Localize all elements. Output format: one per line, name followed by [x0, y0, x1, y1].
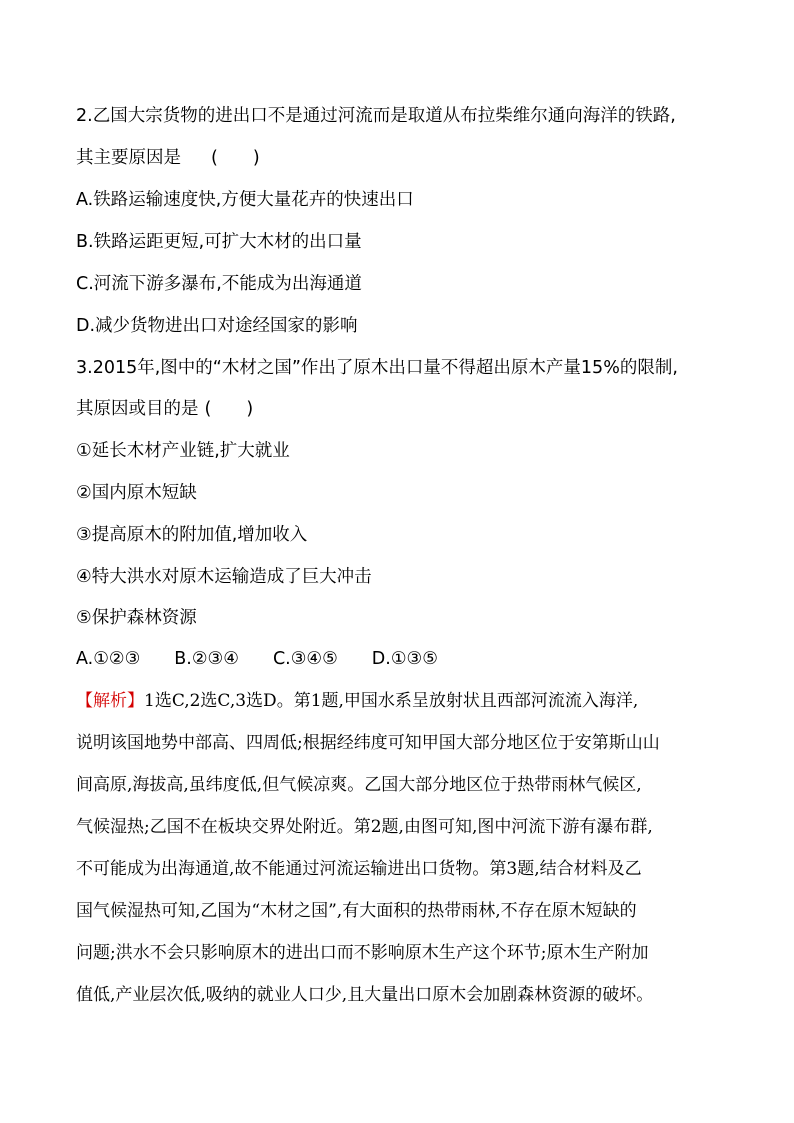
q3-choice-d: D.①③⑤	[371, 649, 438, 669]
q3-stem-line2	[76, 397, 253, 421]
q2-option-b: B.铁路运距更短,可扩大木材的出口量	[76, 232, 362, 252]
q3-item-2: ②国内原木短缺	[76, 483, 197, 503]
analysis-line-2: 说明该国地势中部高、四周低;根据经纬度可知甲国大部分地区位于安第斯山山	[76, 733, 660, 753]
q3-choices	[76, 647, 438, 671]
q3-item-3: ③提高原木的附加值,增加收入	[76, 525, 308, 545]
q2-stem-text: 其主要原因是	[76, 148, 181, 168]
analysis-text-1: 1选C,2选C,3选D。第1题,甲国水系呈放射状且西部河流流入海洋,	[144, 691, 639, 711]
q2-stem-line2	[76, 146, 260, 170]
q3-item-1: ①延长木材产业链,扩大就业	[76, 441, 290, 461]
analysis-line-6: 国气候湿热可知,乙国为“木材之国”,有大面积的热带雨林,不存在原木短缺的	[76, 901, 637, 921]
q3-choice-c: C.③④⑤	[272, 649, 338, 669]
q3-stem-text: 其原因或目的是	[76, 399, 199, 419]
q2-stem-line1: 2.乙国大宗货物的进出口不是通过河流而是取道从布拉柴维尔通向海洋的铁路,	[76, 106, 676, 126]
q2-option-d: D.减少货物进出口对途经国家的影响	[76, 316, 358, 336]
q3-choice-a: A.①②③	[76, 649, 141, 669]
q2-option-a: A.铁路运输速度快,方便大量花卉的快速出口	[76, 190, 414, 210]
q3-answer-paren: ( )	[204, 399, 254, 419]
analysis-tag: 【解析】	[76, 691, 144, 711]
q3-choice-b: B.②③④	[174, 649, 239, 669]
q2-answer-paren: ( )	[211, 148, 260, 168]
analysis-line-7: 问题;洪水不会只影响原木的进出口而不影响原木生产这个环节;原木生产附加	[76, 943, 649, 963]
analysis-line-4: 气候湿热;乙国不在板块交界处附近。第2题,由图可知,图中河流下游有瀑布群,	[76, 817, 653, 837]
q3-stem-line1: 3.2015年,图中的“木材之国”作出了原木出口量不得超出原木产量15%的限制,	[76, 358, 678, 378]
analysis-line-5: 不可能成为出海通道,故不能通过河流运输进出口货物。第3题,结合材料及乙	[76, 859, 642, 879]
q2-option-c: C.河流下游多瀑布,不能成为出海通道	[76, 274, 362, 294]
analysis-line-1	[76, 689, 638, 713]
analysis-line-8: 值低,产业层次低,吸纳的就业人口少,且大量出口原木会加剧森林资源的破坏。	[76, 985, 654, 1005]
analysis-line-3: 间高原,海拔高,虽纬度低,但气候凉爽。乙国大部分地区位于热带雨林气候区,	[76, 775, 642, 795]
q3-item-4: ④特大洪水对原木运输造成了巨大冲击	[76, 567, 372, 587]
q3-item-5: ⑤保护森林资源	[76, 608, 197, 628]
